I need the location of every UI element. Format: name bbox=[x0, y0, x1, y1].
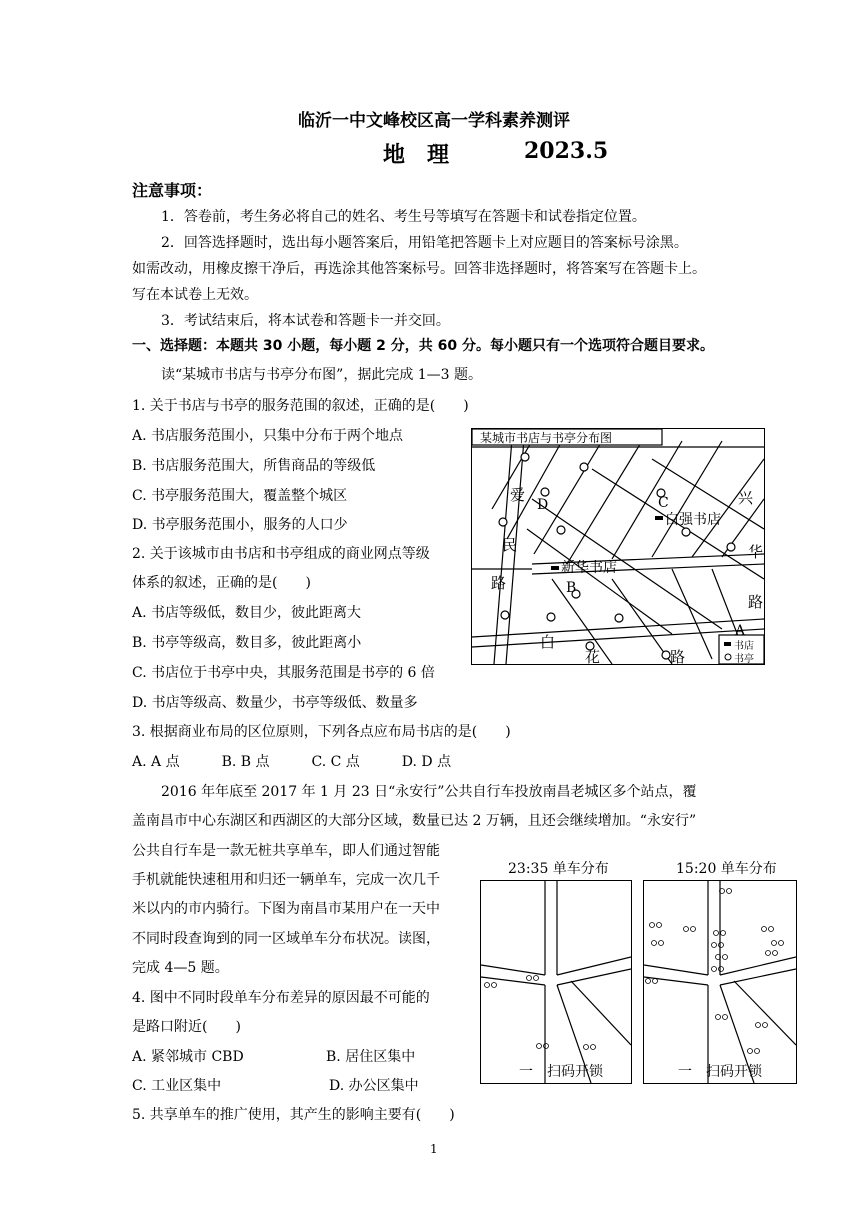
road-label-lu-3: 路 bbox=[670, 648, 686, 665]
store-marker-2 bbox=[551, 566, 559, 570]
q2-option-b: B. 书亭等级高，数目多，彼此距离小 bbox=[132, 635, 362, 651]
passage-line-7: 完成 4—5 题。 bbox=[132, 960, 229, 976]
road-label-lu-2: 路 bbox=[748, 593, 764, 611]
road-label-xing: 兴 bbox=[738, 489, 754, 507]
passage-line-5: 米以内的市内骑行。下图为南昌市某用户在一天中 bbox=[132, 901, 440, 917]
kiosk-1 bbox=[521, 453, 529, 461]
passage-line-4: 手机就能快速租用和归还一辆单车，完成一次几千 bbox=[132, 872, 440, 888]
kiosk-5 bbox=[499, 518, 507, 526]
bike-icons-left bbox=[485, 976, 596, 1050]
kiosk-3 bbox=[541, 488, 549, 496]
bike-fig-left-caption: 一 扫码开锁 bbox=[519, 1064, 603, 1080]
q4-option-c: C. 工业区集中 bbox=[132, 1078, 222, 1094]
q1-option-a: A. 书店服务范围小，只集中分布于两个地点 bbox=[132, 428, 404, 444]
legend-store-label: 书店 bbox=[734, 641, 754, 652]
q1-option-d: D. 书亭服务范围小，服务的人口少 bbox=[132, 517, 348, 533]
passage-line-6: 不同时段查询到的同一区域单车分布状况。读图， bbox=[132, 931, 440, 947]
bike-fig-right-caption: 一 扫码开锁 bbox=[678, 1064, 762, 1080]
kiosk-2 bbox=[580, 463, 588, 471]
kiosk-8 bbox=[727, 543, 735, 551]
bookstore-map bbox=[471, 428, 765, 665]
q2-option-a: A. 书店等级低，数目少，彼此距离大 bbox=[132, 605, 362, 621]
kiosk-6 bbox=[557, 526, 565, 534]
kiosk-12 bbox=[615, 614, 623, 622]
road-label-min: 民 bbox=[502, 536, 518, 554]
bike-fig-left-title: 23:35 单车分布 bbox=[508, 861, 609, 877]
q5-stem: 5. 共享单车的推广使用，其产生的影响主要有( ) bbox=[132, 1107, 455, 1123]
passage-line-2: 盖南昌市中心东湖区和西湖区的大部分区域，数量已达 2 万辆，且还会继续增加。“永安行” bbox=[132, 813, 697, 829]
bike-fig-right-map bbox=[644, 881, 796, 1083]
q1-stem: 1. 关于书店与书亭的服务范围的叙述，正确的是( ) bbox=[132, 398, 469, 414]
kiosk-14 bbox=[662, 651, 670, 659]
exam-date: 2023.5 bbox=[524, 138, 609, 164]
point-a: A bbox=[735, 623, 746, 639]
q3-stem: 3. 根据商业布局的区位原则，下列各点应布局书店的是( ) bbox=[132, 724, 511, 740]
road-label-hua: 华 bbox=[748, 543, 764, 561]
road-label-bai: 白 bbox=[540, 633, 556, 651]
store-label-xinhua: 新华书店 bbox=[561, 560, 617, 576]
q2-stem-line1: 2. 关于该城市由书店和书亭组成的商业网点等级 bbox=[132, 546, 430, 562]
notice-item-2-line2: 如需改动，用橡皮擦干净后，再选涂其他答案标号。回答非选择题时，将答案写在答题卡上。 bbox=[132, 261, 706, 277]
point-d: D bbox=[537, 497, 549, 513]
kiosk-11 bbox=[547, 613, 555, 621]
kiosk-10 bbox=[501, 611, 509, 619]
q2-option-d: D. 书店等级高、数量少，书亭等级低、数量多 bbox=[132, 695, 418, 711]
bike-fig-left-map bbox=[481, 881, 631, 1083]
point-b: B bbox=[566, 580, 577, 596]
q4-stem-line2: 是路口附近( ) bbox=[132, 1019, 241, 1035]
exam-title: 临沂一中文峰校区高一学科素养测评 bbox=[298, 111, 570, 131]
q2-stem-line2: 体系的叙述，正确的是( ) bbox=[132, 575, 311, 591]
q4-option-a: A. 紧邻城市 CBD bbox=[132, 1049, 244, 1065]
q1-option-c: C. 书亭服务范围大，覆盖整个城区 bbox=[132, 488, 348, 504]
section-heading: 一、选择题：本题共 30 小题，每小题 2 分，共 60 分。每小题只有一个选项符合题目要求。 bbox=[132, 338, 714, 354]
bike-icons-right bbox=[646, 889, 784, 1054]
kiosk-7 bbox=[682, 528, 690, 536]
map-title: 某城市书店与书亭分布图 bbox=[480, 431, 613, 445]
store-marker-1 bbox=[655, 516, 663, 520]
road-label-ai: 爱 bbox=[510, 486, 526, 504]
section-intro: 读“某城市书店与书亭分布图”，据此完成 1—3 题。 bbox=[161, 367, 483, 383]
bike-fig-right-title: 15:20 单车分布 bbox=[676, 861, 777, 877]
q2-option-c: C. 书店位于书亭中央，其服务范围是书亭的 6 倍 bbox=[132, 665, 435, 681]
point-c: C bbox=[658, 495, 669, 511]
subject-title: 地 理 bbox=[383, 142, 450, 168]
road-label-hua-2: 花 bbox=[585, 648, 601, 665]
notice-item-2-line1: 2．回答选择题时，选出每小题答案后，用铅笔把答题卡上对应题目的答案标号涂黑。 bbox=[161, 235, 688, 251]
q3-options: A. A 点 B. B 点 C. C 点 D. D 点 bbox=[132, 754, 452, 770]
notice-heading: 注意事项： bbox=[132, 181, 213, 200]
road-label-lu-1: 路 bbox=[491, 574, 507, 592]
page-number: 1 bbox=[430, 1142, 438, 1156]
store-label-baiqiang: 白强书店 bbox=[665, 512, 721, 528]
legend-kiosk-label: 书亭 bbox=[734, 654, 754, 665]
q4-option-b: B. 居住区集中 bbox=[326, 1049, 416, 1065]
bike-fig-left bbox=[480, 880, 632, 1084]
q1-option-b: B. 书店服务范围大，所售商品的等级低 bbox=[132, 458, 376, 474]
notice-item-3: 3．考试结束后，将本试卷和答题卡一并交回。 bbox=[161, 313, 450, 329]
passage-line-1: 2016 年年底至 2017 年 1 月 23 日“永安行”公共自行车投放南昌老城区多个站点，覆 bbox=[161, 784, 697, 800]
q4-stem-line1: 4. 图中不同时段单车分布差异的原因最不可能的 bbox=[132, 990, 430, 1006]
passage-line-3: 公共自行车是一款无桩共享单车，即人们通过智能 bbox=[132, 843, 440, 859]
q4-option-d: D. 办公区集中 bbox=[329, 1078, 419, 1094]
notice-item-1: 1．答卷前，考生务必将自己的姓名、考生号等填写在答题卡和试卷指定位置。 bbox=[161, 209, 646, 225]
bike-fig-right bbox=[643, 880, 797, 1084]
notice-item-2-line3: 写在本试卷上无效。 bbox=[132, 287, 258, 303]
